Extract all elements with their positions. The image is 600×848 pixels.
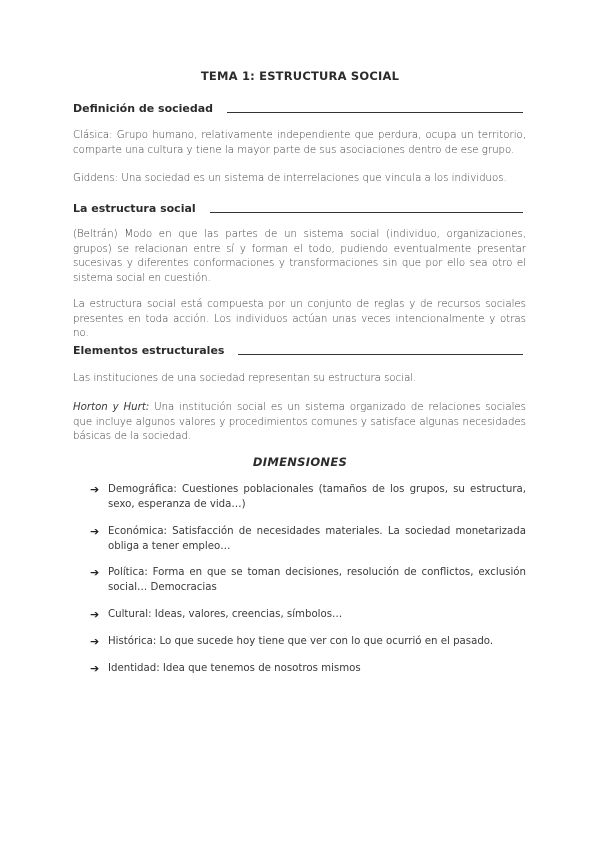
list-item (90, 662, 526, 677)
heading-text: Definición de sociedad (73, 102, 214, 115)
heading-rule (210, 211, 523, 213)
paragraph-instituciones: Las instituciones de una sociedad representan su estructura social. (73, 373, 417, 384)
paragraph-beltran: (Beltrán) Modo en que las partes de un sistema social (individuo, organizaciones, grupos) se relacionan entre sí y forman el todo, pudiendo eventualmente presentar sucesivas y diferentes conformaciones y transformaciones sin que por ello sea otro el sistema social en cuestión. (73, 229, 526, 284)
paragraph-horton-hurt (73, 401, 526, 445)
list-item-text: Identidad: Idea que tenemos de nosotros mismos (108, 663, 361, 674)
heading-text: Elementos estructurales (73, 344, 225, 357)
list-item (90, 525, 526, 554)
list-item (90, 635, 526, 650)
arrow-right-icon: ➔ (90, 483, 100, 496)
section-heading-elementos (73, 344, 523, 357)
paragraph-clasica: Clásica: Grupo humano, relativamente independiente que perdura, ocupa un territorio, comparte una cultura y tiene la mayor parte de sus asociaciones dentro de ese grupo. (73, 130, 526, 156)
heading-text: La estructura social (73, 202, 196, 215)
list-item-text: Histórica: Lo que sucede hoy tiene que ver con lo que ocurrió en el pasado. (108, 636, 494, 647)
author-citation: Horton y Hurt: (73, 402, 150, 413)
arrow-right-icon: ➔ (90, 608, 100, 621)
list-item-text: Política: Forma en que se toman decisiones, resolución de conflictos, exclusión social… Democracias (108, 567, 526, 593)
heading-rule (227, 111, 523, 113)
page-title: TEMA 1: ESTRUCTURA SOCIAL (200, 69, 400, 83)
arrow-right-icon: ➔ (90, 635, 100, 648)
section-heading-estructura (73, 202, 523, 215)
paragraph-giddens: Giddens: Una sociedad es un sistema de interrelaciones que vincula a los individuos. (73, 173, 507, 184)
arrow-right-icon: ➔ (90, 662, 100, 675)
heading-rule (238, 353, 523, 355)
list-item (90, 608, 526, 623)
arrow-right-icon: ➔ (90, 525, 100, 538)
list-item (90, 566, 526, 595)
list-item-text: Demográfica: Cuestiones poblacionales (tamaños de los grupos, su estructura, sexo, esperanza de vida…) (108, 484, 526, 510)
section-heading-definicion (73, 102, 523, 115)
list-item-text: Cultural: Ideas, valores, creencias, símbolos… (108, 609, 343, 620)
list-item (90, 483, 526, 512)
paragraph-composicion: La estructura social está compuesta por un conjunto de reglas y de recursos sociales presentes en toda acción. Los individuos actúan unas veces intencionalmente y otras no. (73, 299, 526, 339)
arrow-right-icon: ➔ (90, 566, 100, 579)
list-item-text: Económica: Satisfacción de necesidades materiales. La sociedad monetarizada obliga a tener empleo… (108, 526, 526, 552)
citation-text: Una institución social es un sistema organizado de relaciones sociales que incluye algunos valores y procedimientos comunes y satisface algunas necesidades básicas de la sociedad. (73, 402, 526, 442)
dimensiones-title: DIMENSIONES (252, 455, 348, 469)
